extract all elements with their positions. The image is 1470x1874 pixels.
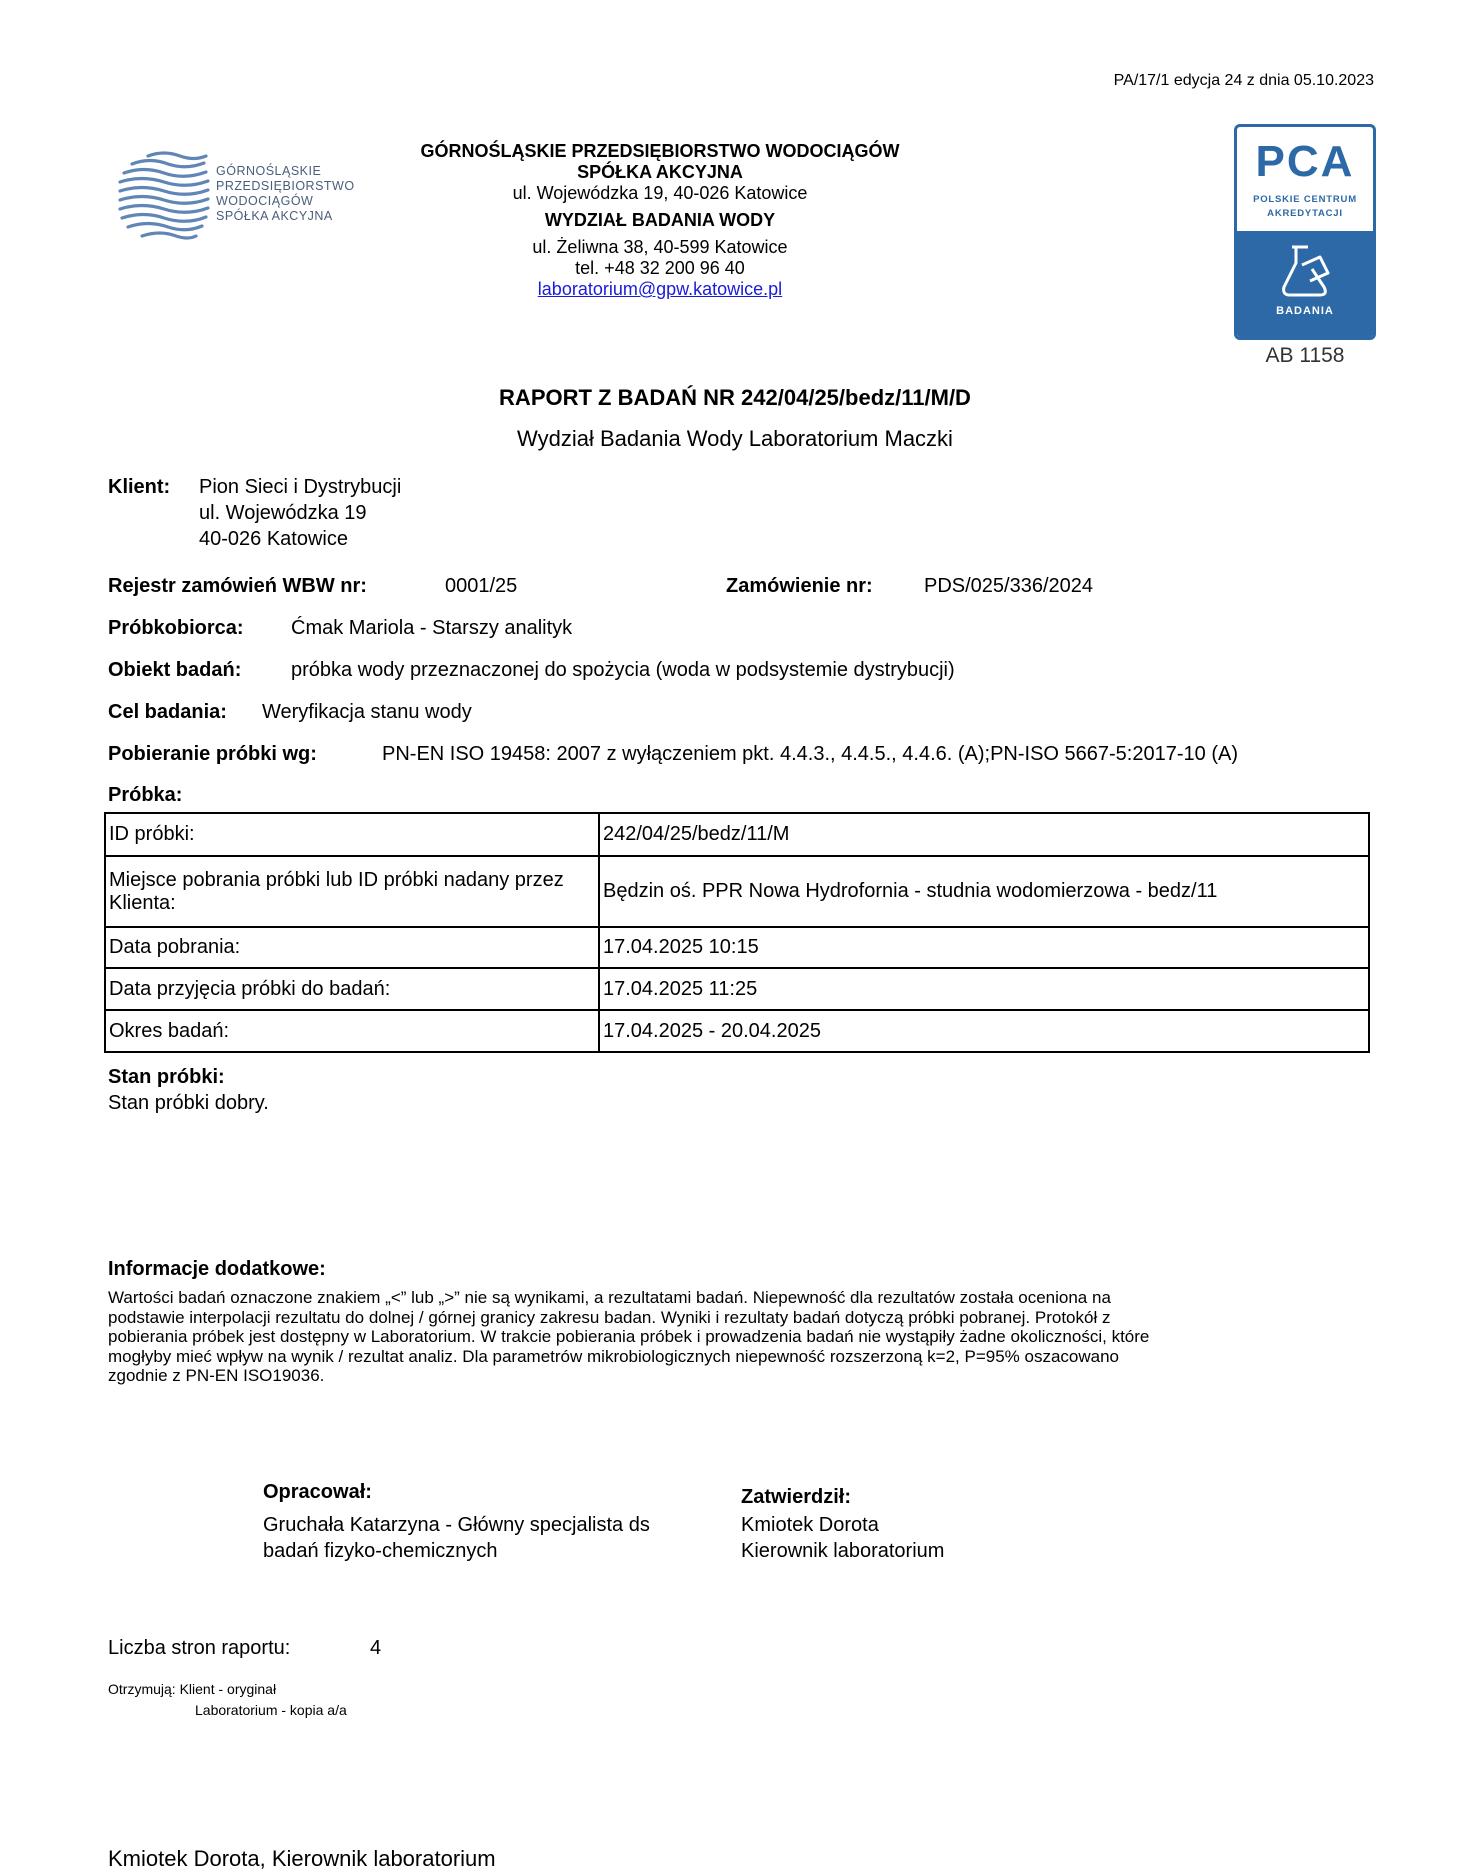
table-cell-value: 17.04.2025 10:15 — [599, 927, 1369, 968]
info-line: Wartości badań oznaczone znakiem „<” lub „>” nie są wynikami, a rezultatami badań. Niepewność dla rezultatów została oceniona na — [108, 1288, 1111, 1307]
purpose-value: Weryfikacja stanu wody — [262, 701, 472, 723]
sample-table — [104, 812, 1370, 1053]
flask-icon — [1280, 243, 1332, 301]
table-cell-label: ID próbki: — [105, 813, 599, 856]
footer-signature: Kmiotek Dorota, Kierownik laboratorium — [108, 1846, 496, 1871]
table-cell-label: Miejsce pobrania próbki lub ID próbki nadany przez Klienta: — [105, 856, 599, 927]
condition-heading: Stan próbki: — [108, 1066, 225, 1088]
info-line: podstawie interpolacji rezultatu do dolnej / górnej granicy zakresu badan. Wyniki i rezultaty badań dotyczą próbki pobranej. Protokół z — [108, 1307, 1111, 1327]
object-value: próbka wody przeznaczonej do spożycia (woda w podsystemie dystrybucji) — [291, 659, 955, 681]
table-cell-value: 242/04/25/bedz/11/M — [599, 813, 1369, 856]
table-row — [105, 927, 1369, 968]
table-row — [105, 968, 1369, 1010]
recipient-line: Klient - oryginał — [179, 1681, 277, 1697]
company-header — [380, 141, 940, 300]
object-label: Obiekt badań: — [108, 659, 242, 681]
order-label: Zamówienie nr: — [726, 575, 873, 597]
info-text — [108, 1288, 1358, 1386]
table-row — [105, 1010, 1369, 1052]
sampler-label: Próbkobiorca: — [108, 617, 244, 639]
approved-line: Kmiotek Dorota — [741, 1514, 879, 1536]
company-address: ul. Wojewódzka 19, 40-026 Katowice — [512, 183, 808, 203]
accreditation-number: AB 1158 — [1265, 344, 1345, 367]
email-link[interactable]: laboratorium@gpw.katowice.pl — [537, 279, 783, 299]
pca-badge-label: BADANIA — [1276, 305, 1334, 317]
department-name: WYDZIAŁ BADANIA WODY — [544, 210, 776, 230]
pca-letters: PCA — [1255, 137, 1355, 186]
purpose-label: Cel badania: — [108, 701, 227, 723]
registry-label: Rejestr zamówień WBW nr: — [108, 575, 367, 597]
recipients-label: Otrzymują: — [108, 1681, 176, 1697]
approved-label: Zatwierdził: — [741, 1486, 852, 1508]
table-cell-label: Data przyjęcia próbki do badań: — [105, 968, 599, 1010]
sampler-value: Ćmak Mariola - Starszy analityk — [291, 617, 573, 639]
table-row — [105, 856, 1369, 927]
table-cell-label: Okres badań: — [105, 1010, 599, 1052]
report-title: RAPORT Z BADAŃ NR 242/04/25/bedz/11/M/D — [499, 385, 971, 410]
table-cell-value: Będzin oś. PPR Nowa Hydrofornia - studnia wodomierzowa - bedz/11 — [599, 856, 1369, 927]
sampling-label: Pobieranie próbki wg: — [108, 743, 317, 765]
document-code: PA/17/1 edycja 24 z dnia 05.10.2023 — [1113, 72, 1374, 89]
table-cell-label: Data pobrania: — [105, 927, 599, 968]
sample-heading: Próbka: — [108, 784, 183, 806]
info-line: zgodnie z PN-EN ISO19036. — [108, 1366, 325, 1385]
pca-accreditation-logo — [1234, 124, 1376, 340]
registry-value: 0001/25 — [445, 575, 518, 597]
client-line: 40-026 Katowice — [199, 528, 348, 550]
info-line: mogłyby mieć wpływ na wynik / rezultat analiz. Dla parametrów mikrobiologicznych niepewność rozszerzoną k=2, P=95% oszacowano — [108, 1346, 1120, 1366]
prepared-label: Opracował: — [263, 1481, 372, 1503]
condition-text: Stan próbki dobry. — [108, 1092, 269, 1114]
logo-line: WODOCIĄGÓW — [216, 194, 314, 208]
table-cell-value: 17.04.2025 11:25 — [599, 968, 1369, 1010]
company-logo — [118, 148, 374, 248]
client-label: Klient: — [108, 476, 171, 498]
report-subtitle: Wydział Badania Wody Laboratorium Maczki — [517, 426, 953, 451]
department-phone: tel. +48 32 200 96 40 — [575, 258, 745, 278]
sampling-value: PN-EN ISO 19458: 2007 z wyłączeniem pkt. 4.4.3., 4.4.5., 4.4.6. (A);PN-ISO 5667-5:2017-10 (A) — [382, 743, 1238, 765]
pca-line: AKREDYTACJI — [1267, 208, 1343, 219]
table-row — [105, 813, 1369, 856]
company-form: SPÓŁKA AKCYJNA — [577, 162, 743, 182]
prepared-line: Gruchała Katarzyna - Główny specjalista ds — [263, 1514, 650, 1536]
prepared-line: badań fizyko-chemicznych — [263, 1540, 498, 1562]
client-line: Pion Sieci i Dystrybucji — [199, 476, 402, 498]
pca-subtitle — [1237, 193, 1373, 221]
company-name: GÓRNOŚLĄSKIE PRZEDSIĘBIORSTWO WODOCIĄGÓW — [420, 141, 900, 161]
recipient-line: Laboratorium - kopia a/a — [195, 1702, 347, 1718]
page-count-value: 4 — [370, 1637, 382, 1659]
client-line: ul. Wojewódzka 19 — [199, 502, 367, 524]
logo-line: SPÓŁKA AKCYJNA — [216, 209, 333, 223]
water-waves-icon — [118, 148, 210, 244]
pca-line: POLSKIE CENTRUM — [1253, 194, 1357, 205]
department-address: ul. Żeliwna 38, 40-599 Katowice — [532, 237, 788, 257]
logo-line: GÓRNOŚLĄSKIE — [216, 164, 322, 178]
info-line: pobierania próbek jest dostępny w Laboratorium. W trakcie pobierania próbek i prowadzenia badań nie wystąpiły żadne okoliczności, które — [108, 1327, 1150, 1346]
page-count-label: Liczba stron raportu: — [108, 1637, 291, 1659]
logo-line: PRZEDSIĘBIORSTWO — [216, 179, 355, 193]
table-cell-value: 17.04.2025 - 20.04.2025 — [599, 1010, 1369, 1052]
approved-line: Kierownik laboratorium — [741, 1540, 945, 1562]
info-heading: Informacje dodatkowe: — [108, 1258, 326, 1280]
order-value: PDS/025/336/2024 — [924, 575, 1094, 597]
recipients — [108, 1679, 347, 1721]
